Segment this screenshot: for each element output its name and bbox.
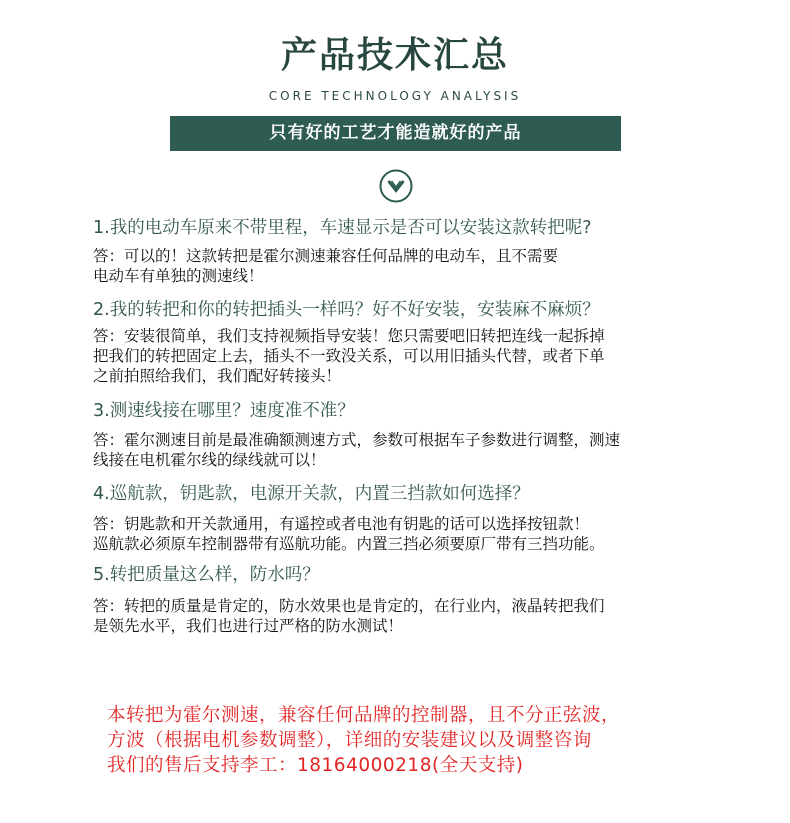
page-subtitle: CORE TECHNOLOGY ANALYSIS — [268, 89, 522, 103]
slogan-banner: 只有好的工艺才能造就好的产品 — [170, 116, 621, 151]
faq-item-1 — [93, 216, 753, 286]
chevron-down-circle-icon — [379, 169, 413, 203]
faq-item-3 — [93, 399, 753, 470]
faq-question: 2.我的转把和你的转把插头一样吗？好不好安装，安装麻不麻烦？ — [93, 300, 600, 320]
faq-question: 1.我的电动车原来不带里程，车速显示是否可以安装这款转把呢? — [93, 218, 592, 238]
support-note: 本转把为霍尔测速，兼容任何品牌的控制器，且不分正弦波， 方波（根据电机参数调整），详细的安装建议以及调整咨询 我们的售后支持李工：18164000218(全天支持) — [107, 705, 621, 776]
faq-question: 5.转把质量这么样，防水吗？ — [93, 565, 320, 585]
faq-question: 3.测速线接在哪里？速度准不准？ — [93, 401, 355, 421]
faq-question: 4.巡航款，钥匙款，电源开关款，内置三挡款如何选择？ — [93, 484, 530, 504]
faq-answer: 答：可以的！这款转把是霍尔测速兼容任何品牌的电动车，且不需要 电动车有单独的测速线！ — [93, 247, 559, 285]
faq-answer: 答：安装很简单，我们支持视频指导安装！您只需要吧旧转把连线一起拆掉 把我们的转把固定上去，插头不一致没关系，可以用旧插头代替，或者下单 之前拍照给我们，我们配好转接头！ — [93, 327, 605, 385]
faq-item-4 — [93, 482, 753, 554]
faq-answer: 答：转把的质量是肯定的，防水效果也是肯定的，在行业内，液晶转把我们 是领先水平，我们也进行过严格的防水测试！ — [93, 597, 605, 635]
page-title: 产品技术汇总 — [280, 35, 509, 76]
faq-answer: 答：钥匙款和开关款通用，有遥控或者电池有钥匙的话可以选择按钮款！ 巡航款必须原车控制器带有巡航功能。内置三挡必须要原厂带有三挡功能。 — [93, 515, 605, 553]
faq-answer: 答：霍尔测速目前是最准确额测速方式，参数可根据车子参数进行调整，测速 线接在电机霍尔线的绿线就可以！ — [93, 431, 621, 469]
faq-item-2 — [93, 298, 753, 386]
faq-item-5 — [93, 563, 753, 636]
